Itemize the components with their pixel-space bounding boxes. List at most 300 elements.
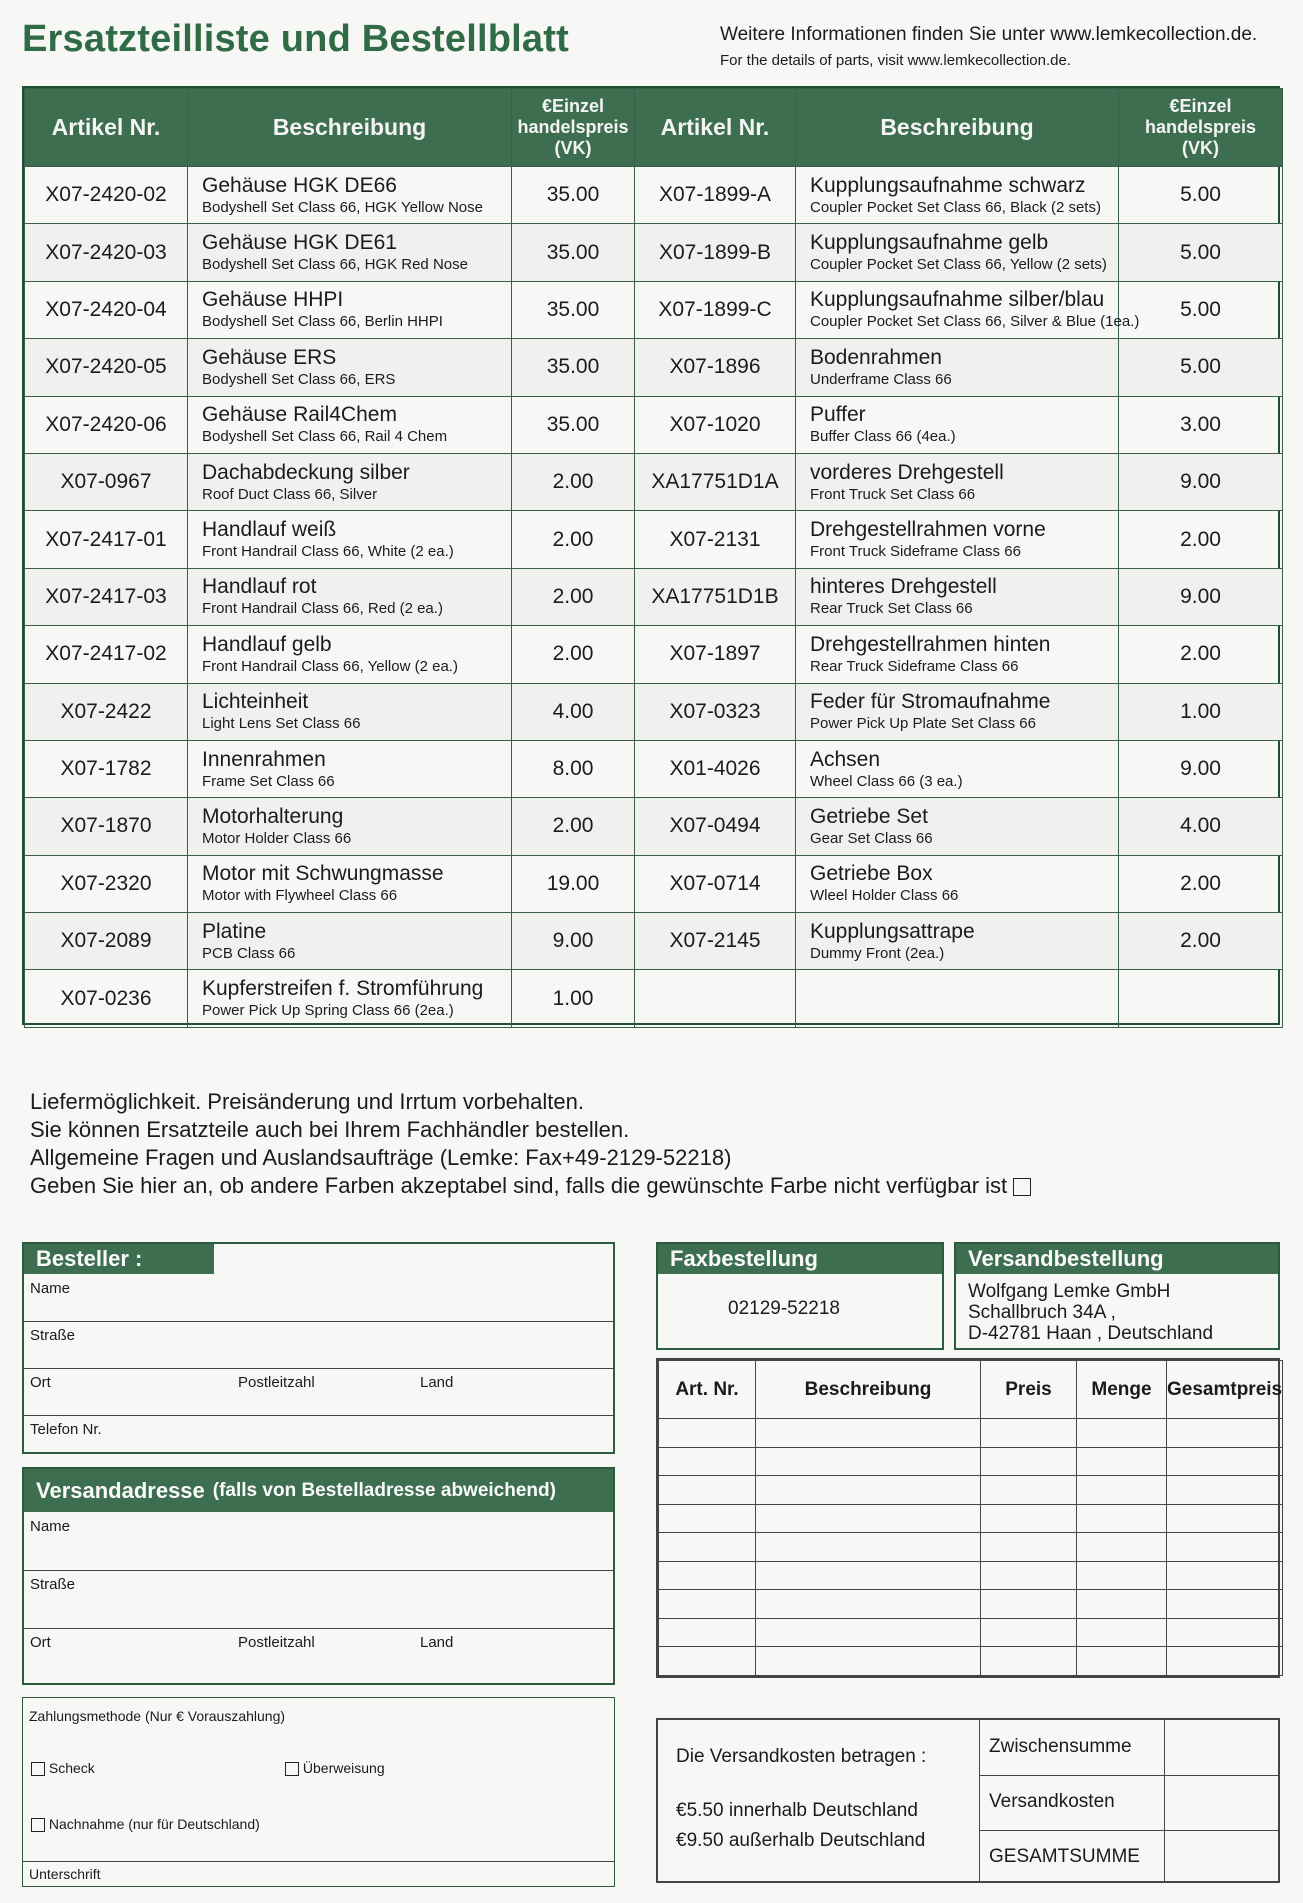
description-de: Feder für Stromaufnahme (810, 690, 1051, 714)
besteller-title: Besteller : (24, 1244, 214, 1274)
article-number (635, 511, 796, 568)
header-price-left (512, 89, 635, 167)
parts-table-body (25, 167, 1283, 1028)
versand-address-line3: D-42781 Haan , Deutschland (968, 1323, 1214, 1344)
order-cell[interactable] (1167, 1618, 1283, 1647)
price (512, 167, 635, 224)
price (512, 568, 635, 625)
parts-row (25, 511, 1283, 568)
article-number (25, 913, 188, 970)
price (512, 855, 635, 912)
article-number (25, 970, 188, 1027)
page-title: Ersatzteilliste und Bestellblatt (22, 18, 569, 60)
parts-row (25, 453, 1283, 510)
order-cell[interactable] (1077, 1533, 1167, 1562)
article-number (635, 568, 796, 625)
price (512, 798, 635, 855)
price (512, 970, 635, 1027)
order-cell[interactable] (1167, 1504, 1283, 1533)
article-number (635, 453, 796, 510)
payment-scheck[interactable] (31, 1760, 95, 1776)
besteller-plz-label: Postleitzahl (238, 1374, 315, 1391)
order-cell[interactable] (1077, 1476, 1167, 1505)
besteller-telefon-field[interactable] (24, 1415, 613, 1456)
header-price-line3: (VK) (1182, 138, 1219, 158)
article-number (25, 396, 188, 453)
parts-row (25, 396, 1283, 453)
price-text: 3.00 (1180, 412, 1221, 436)
shipping-info (658, 1720, 980, 1881)
description-de: Gehäuse HHPI (202, 288, 344, 312)
description-de: Gehäuse Rail4Chem (202, 403, 397, 427)
description (796, 626, 1119, 683)
description (796, 683, 1119, 740)
article-number-text: X07-1870 (60, 814, 152, 838)
description (188, 683, 512, 740)
article-number-text: X07-2417-01 (45, 527, 167, 551)
note-contact: Allgemeine Fragen und Auslandsaufträge (Lemke: Fax+49-2129-52218) (30, 1145, 732, 1170)
nachnahme-label: Nachnahme (nur für Deutschland) (48, 1816, 260, 1832)
ueberweisung-checkbox[interactable] (285, 1762, 299, 1776)
order-cell[interactable] (659, 1504, 756, 1533)
price (1119, 224, 1283, 281)
price-text: 35.00 (546, 355, 600, 379)
order-cell[interactable] (981, 1561, 1077, 1590)
nachnahme-checkbox[interactable] (31, 1818, 45, 1832)
price (1119, 339, 1283, 396)
article-number-text: XA17751D1A (651, 470, 779, 494)
order-header-art: Art. Nr. (659, 1361, 756, 1419)
order-cell[interactable] (756, 1476, 981, 1505)
header-price-line2: handelspreis (517, 117, 629, 137)
fax-title: Faxbestellung (658, 1244, 942, 1274)
order-cell[interactable] (659, 1476, 756, 1505)
description (796, 855, 1119, 912)
article-number (25, 167, 188, 224)
price-text: 8.00 (552, 757, 594, 781)
order-cell[interactable] (981, 1533, 1077, 1562)
description-en: Roof Duct Class 66, Silver (202, 485, 378, 503)
price-text: 2.00 (552, 642, 594, 666)
article-number-text: X07-2145 (669, 929, 761, 953)
description-de: Kupferstreifen f. Stromführung (202, 977, 484, 1001)
description-de: Lichteinheit (202, 690, 309, 714)
price (512, 339, 635, 396)
versandadresse-box (22, 1467, 615, 1685)
description-en: Buffer Class 66 (4ea.) (810, 428, 956, 446)
article-number (25, 224, 188, 281)
price-text: 2.00 (1180, 527, 1221, 551)
article-number-text: X07-2420-02 (45, 183, 167, 207)
order-cell[interactable] (659, 1590, 756, 1619)
price-text: 35.00 (546, 297, 600, 321)
article-number (25, 626, 188, 683)
price-text: 35.00 (546, 412, 600, 436)
order-header-preis: Preis (981, 1361, 1077, 1419)
order-table (656, 1358, 1283, 1678)
price (1119, 511, 1283, 568)
price (1119, 568, 1283, 625)
description (796, 798, 1119, 855)
header-price-line1: €Einzel (541, 96, 605, 116)
description-en: Bodyshell Set Class 66, HGK Red Nose (202, 256, 468, 274)
description (188, 281, 512, 338)
order-cell[interactable] (659, 1561, 756, 1590)
versand-strasse-field[interactable] (24, 1570, 613, 1629)
description-de: Handlauf gelb (202, 632, 332, 656)
order-cell[interactable] (1077, 1504, 1167, 1533)
description (796, 453, 1119, 510)
article-number (25, 568, 188, 625)
header-price-line2: handelspreis (1144, 117, 1257, 137)
parts-row (25, 683, 1283, 740)
article-number-text: X07-0323 (669, 699, 761, 723)
parts-row (25, 626, 1283, 683)
article-number-text: X07-0494 (669, 814, 761, 838)
order-cell[interactable] (1077, 1618, 1167, 1647)
versand-strasse-label: Straße (30, 1576, 76, 1593)
fax-number: 02129-52218 (728, 1298, 840, 1319)
order-row[interactable] (659, 1590, 1283, 1619)
order-cell[interactable] (981, 1647, 1077, 1676)
order-cell[interactable] (981, 1447, 1077, 1476)
versand-address (968, 1281, 1213, 1344)
article-number-text: X07-2131 (669, 527, 761, 551)
order-cell[interactable] (756, 1590, 981, 1619)
article-number-text: X07-0714 (669, 871, 761, 895)
price-text: 9.00 (552, 929, 594, 953)
order-cell[interactable] (1167, 1419, 1283, 1448)
info-text-de: Weitere Informationen finden Sie unter www.lemkecollection.de. (720, 24, 1258, 45)
article-number-text: X07-1897 (669, 642, 761, 666)
versand-land-label: Land (420, 1634, 454, 1651)
order-row[interactable] (659, 1533, 1283, 1562)
description (796, 167, 1119, 224)
order-cell[interactable] (1077, 1561, 1167, 1590)
article-number (635, 740, 796, 797)
unterschrift-label: Unterschrift (29, 1866, 101, 1882)
besteller-ort-label: Ort (30, 1374, 51, 1391)
order-cell[interactable] (659, 1647, 756, 1676)
description-de: Gehäuse ERS (202, 345, 337, 369)
price (1119, 913, 1283, 970)
article-number (25, 453, 188, 510)
besteller-strasse-label: Straße (30, 1327, 76, 1344)
ueberweisung-label: Überweisung (302, 1760, 385, 1776)
article-number-text: X07-2420-04 (45, 297, 167, 321)
price (1119, 798, 1283, 855)
price (512, 913, 635, 970)
order-cell[interactable] (1167, 1447, 1283, 1476)
article-number (25, 281, 188, 338)
versand-ort-label: Ort (30, 1634, 51, 1651)
description-en: Coupler Pocket Set Class 66, Yellow (2 sets) (810, 256, 1107, 274)
description-en: Light Lens Set Class 66 (202, 715, 361, 733)
description-en: Bodyshell Set Class 66, Berlin HHPI (202, 313, 443, 331)
order-cell[interactable] (981, 1476, 1077, 1505)
description (188, 970, 512, 1027)
price (1119, 970, 1283, 1027)
article-number (635, 913, 796, 970)
order-cell[interactable] (756, 1447, 981, 1476)
description (188, 339, 512, 396)
price (512, 453, 635, 510)
description-de: Getriebe Box (810, 862, 933, 886)
article-number (635, 281, 796, 338)
price-text: 4.00 (552, 699, 594, 723)
parts-row (25, 167, 1283, 224)
price (1119, 683, 1283, 740)
description-en: Power Pick Up Spring Class 66 (2ea.) (202, 1002, 454, 1020)
article-number (25, 683, 188, 740)
order-cell[interactable] (981, 1590, 1077, 1619)
description-de: vorderes Drehgestell (810, 460, 1004, 484)
order-cell[interactable] (1077, 1590, 1167, 1619)
fax-box (656, 1242, 944, 1350)
gesamtsumme-label: GESAMTSUMME (989, 1846, 1140, 1867)
description-de: Motorhalterung (202, 804, 344, 828)
price (512, 396, 635, 453)
order-cell[interactable] (756, 1618, 981, 1647)
price-text: 5.00 (1180, 183, 1221, 207)
article-number-text: X07-1896 (669, 355, 761, 379)
article-number-text: X01-4026 (669, 757, 761, 781)
info-text-en: For the details of parts, visit www.lemkecollection.de. (720, 52, 1071, 69)
note-colors-text: Geben Sie hier an, ob andere Farben akzeptabel sind, falls die gewünschte Farbe nicht verfügbar ist (30, 1173, 1008, 1198)
parts-table-header (25, 89, 1283, 167)
price-text: 2.00 (1180, 929, 1221, 953)
order-header-menge: Menge (1077, 1361, 1167, 1419)
price-text: 1.00 (552, 986, 594, 1010)
article-number (25, 339, 188, 396)
versandadresse-header (24, 1469, 613, 1512)
versand-address-line2: Schallbruch 34A , (968, 1302, 1116, 1323)
article-number-text: X07-1899-C (658, 297, 772, 321)
versand-name-field[interactable] (24, 1512, 613, 1571)
order-cell[interactable] (1167, 1561, 1283, 1590)
header-art-right: Artikel Nr. (635, 89, 796, 167)
price-text: 9.00 (1180, 757, 1221, 781)
article-number-text: X07-0236 (60, 986, 152, 1010)
article-number (635, 396, 796, 453)
order-cell[interactable] (1077, 1447, 1167, 1476)
order-cell[interactable] (1077, 1419, 1167, 1448)
description-en: Power Pick Up Plate Set Class 66 (810, 715, 1036, 733)
versandkosten-row[interactable] (979, 1775, 1280, 1831)
description-en: Front Truck Sideframe Class 66 (810, 543, 1021, 561)
description-de: Drehgestellrahmen hinten (810, 632, 1051, 656)
price-text: 9.00 (1180, 584, 1221, 608)
parts-row (25, 970, 1283, 1027)
article-number-text: X07-2089 (60, 929, 152, 953)
order-cell[interactable] (1077, 1647, 1167, 1676)
versand-ort-field[interactable] (24, 1628, 613, 1687)
order-cell[interactable] (756, 1561, 981, 1590)
article-number (25, 798, 188, 855)
article-number (635, 683, 796, 740)
parts-row (25, 855, 1283, 912)
description-en: Frame Set Class 66 (202, 772, 335, 790)
description-de: Bodenrahmen (810, 345, 942, 369)
order-cell[interactable] (981, 1618, 1077, 1647)
versand-name-label: Name (30, 1518, 71, 1535)
description-de: Dachabdeckung silber (202, 460, 410, 484)
versandkosten-label: Versandkosten (989, 1791, 1115, 1812)
order-row[interactable] (659, 1504, 1283, 1533)
article-number-text: X07-1020 (669, 412, 761, 436)
besteller-telefon-label: Telefon Nr. (30, 1421, 102, 1438)
description-en: Bodyshell Set Class 66, ERS (202, 370, 396, 388)
description-en: Front Truck Set Class 66 (810, 485, 976, 503)
order-cell[interactable] (1167, 1476, 1283, 1505)
order-cell[interactable] (981, 1419, 1077, 1448)
description-en: PCB Class 66 (202, 944, 296, 962)
description-de: Gehäuse HGK DE61 (202, 231, 397, 255)
article-number (635, 970, 796, 1027)
payment-nachnahme[interactable] (31, 1816, 260, 1832)
header-price-line3: (VK) (554, 138, 592, 158)
description (188, 167, 512, 224)
order-cell[interactable] (756, 1504, 981, 1533)
versandadresse-subtitle: (falls von Bestelladresse abweichend) (212, 1479, 556, 1501)
article-number-text: X07-2417-02 (45, 642, 167, 666)
parts-row (25, 798, 1283, 855)
order-cell[interactable] (659, 1419, 756, 1448)
description-en: Motor Holder Class 66 (202, 829, 352, 847)
description (188, 453, 512, 510)
price-text: 35.00 (546, 240, 600, 264)
price-text: 5.00 (1180, 240, 1221, 264)
description-en: Rear Truck Set Class 66 (810, 600, 973, 618)
description-en: Bodyshell Set Class 66, HGK Yellow Nose (202, 198, 483, 216)
article-number-text: X07-2422 (60, 699, 152, 723)
order-cell[interactable] (659, 1447, 756, 1476)
description-de: Handlauf rot (202, 575, 317, 599)
scheck-label: Scheck (48, 1760, 95, 1776)
zwischensumme-row[interactable] (979, 1720, 1280, 1776)
description (188, 224, 512, 281)
order-header-desc: Beschreibung (756, 1361, 981, 1419)
besteller-land-label: Land (420, 1374, 454, 1391)
header-price-line1: €Einzel (1169, 96, 1232, 116)
totals-box (656, 1718, 1280, 1883)
article-number-text: XA17751D1B (651, 584, 779, 608)
description (796, 568, 1119, 625)
order-cell[interactable] (1167, 1533, 1283, 1562)
besteller-box (22, 1242, 615, 1454)
versand-address-line1: Wolfgang Lemke GmbH (968, 1281, 1171, 1302)
price (512, 740, 635, 797)
description (796, 740, 1119, 797)
article-number (25, 511, 188, 568)
order-cell[interactable] (659, 1618, 756, 1647)
price-text: 2.00 (552, 527, 594, 551)
price-text: 2.00 (1180, 871, 1221, 895)
colors-acceptable-checkbox[interactable] (1013, 1178, 1031, 1196)
versand-box (954, 1242, 1280, 1350)
order-row[interactable] (659, 1618, 1283, 1647)
price-text: 2.00 (552, 470, 594, 494)
price (1119, 626, 1283, 683)
parts-row (25, 740, 1283, 797)
order-cell[interactable] (1167, 1647, 1283, 1676)
order-cell[interactable] (756, 1647, 981, 1676)
payment-box (22, 1697, 615, 1887)
price-text: 9.00 (1180, 470, 1221, 494)
description (188, 568, 512, 625)
gesamtsumme-row[interactable] (979, 1830, 1280, 1881)
article-number-text: X07-2417-03 (45, 584, 167, 608)
description (188, 396, 512, 453)
article-number-text: X07-2420-05 (45, 355, 167, 379)
description-de: Kupplungsaufnahme gelb (810, 231, 1049, 255)
description-en: Coupler Pocket Set Class 66, Black (2 sets) (810, 198, 1101, 216)
description-en: Rear Truck Sideframe Class 66 (810, 657, 1019, 675)
parts-row (25, 281, 1283, 338)
article-number-text: X07-1899-A (658, 183, 772, 207)
description-en: Front Handrail Class 66, White (2 ea.) (202, 543, 454, 561)
scheck-checkbox[interactable] (31, 1762, 45, 1776)
description-de: Kupplungsattrape (810, 919, 975, 943)
description-de: Innenrahmen (202, 747, 326, 771)
description-en: Front Handrail Class 66, Red (2 ea.) (202, 600, 443, 618)
description (796, 511, 1119, 568)
description-de: Puffer (810, 403, 866, 427)
order-cell[interactable] (756, 1533, 981, 1562)
order-row[interactable] (659, 1647, 1283, 1676)
order-cell[interactable] (981, 1504, 1077, 1533)
description-de: hinteres Drehgestell (810, 575, 997, 599)
article-number-text: X07-1899-B (658, 240, 772, 264)
order-row[interactable] (659, 1419, 1283, 1448)
versand-plz-label: Postleitzahl (238, 1634, 315, 1651)
price-text: 2.00 (1180, 642, 1221, 666)
description-en: Wheel Class 66 (3 ea.) (810, 772, 963, 790)
article-number (635, 855, 796, 912)
description-en: Underframe Class 66 (810, 370, 952, 388)
article-number (635, 798, 796, 855)
order-row[interactable] (659, 1561, 1283, 1590)
article-number (635, 626, 796, 683)
price (1119, 855, 1283, 912)
order-cell[interactable] (756, 1419, 981, 1448)
parts-row (25, 224, 1283, 281)
order-cell[interactable] (1167, 1590, 1283, 1619)
description-de: Motor mit Schwungmasse (202, 862, 444, 886)
order-row[interactable] (659, 1447, 1283, 1476)
description (796, 224, 1119, 281)
note-availability: Liefermöglichkeit. Preisänderung und Irrtum vorbehalten. (30, 1089, 584, 1114)
order-cell[interactable] (659, 1533, 756, 1562)
description-de: Getriebe Set (810, 804, 928, 828)
article-number (25, 740, 188, 797)
besteller-ort-field[interactable] (24, 1368, 613, 1416)
payment-title: Zahlungsmethode (Nur € Vorauszahlung) (29, 1708, 286, 1724)
price (1119, 396, 1283, 453)
order-header-gesamt: Gesamtpreis (1167, 1361, 1283, 1419)
description (796, 913, 1119, 970)
besteller-name-field[interactable] (24, 1274, 613, 1322)
shipping-inland: €5.50 innerhalb Deutschland (676, 1800, 918, 1821)
price-text: 5.00 (1180, 355, 1221, 379)
shipping-label: Die Versandkosten betragen : (676, 1746, 927, 1767)
article-number-text: X07-0967 (60, 470, 152, 494)
payment-ueberweisung[interactable] (285, 1760, 385, 1776)
order-row[interactable] (659, 1476, 1283, 1505)
shipping-abroad: €9.50 außerhalb Deutschland (676, 1830, 926, 1851)
besteller-strasse-field[interactable] (24, 1321, 613, 1369)
price (512, 224, 635, 281)
